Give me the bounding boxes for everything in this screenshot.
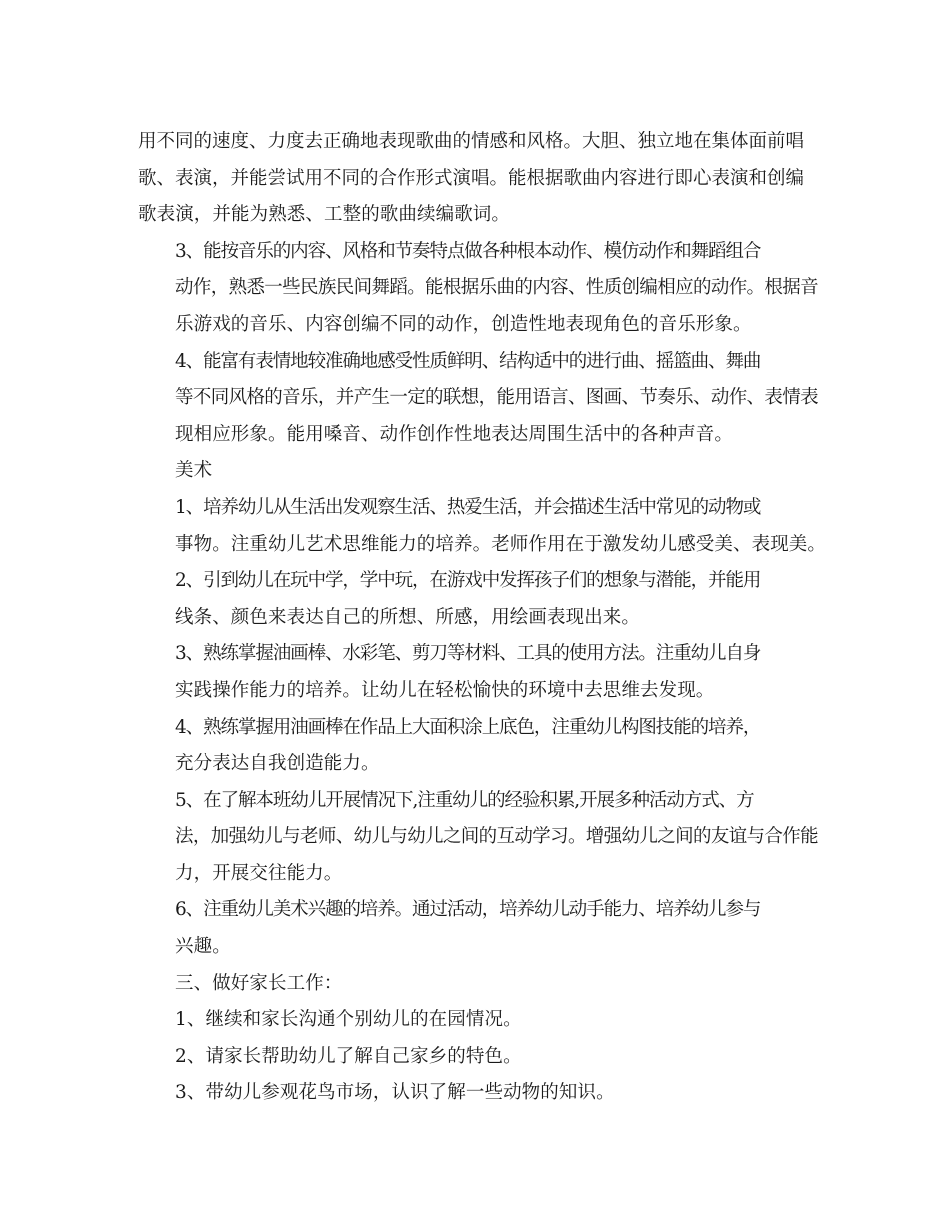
paragraph bbox=[138, 966, 818, 1003]
text-line: 充分表达自我创造能力。 bbox=[175, 753, 380, 775]
text-line: 三、做好家长工作： bbox=[175, 972, 343, 994]
text-line: 实践操作能力的培养。让幼儿在轻松愉快的环境中去思维去发现。 bbox=[175, 679, 715, 701]
paragraph bbox=[138, 1039, 818, 1076]
paragraph bbox=[138, 1002, 818, 1039]
text-line: 等不同风格的音乐，并产生一定的联想，能用语言、图画、节奏乐、动作、表情表 bbox=[175, 387, 818, 409]
text-line: 美术 bbox=[175, 460, 213, 482]
paragraph bbox=[138, 563, 818, 636]
paragraph bbox=[138, 344, 818, 454]
text-line: 线条、颜色来表达自己的所想、所感，用绘画表现出来。 bbox=[175, 606, 641, 628]
text-line: 1、继续和家长沟通个别幼儿的在园情况。 bbox=[175, 1009, 522, 1031]
text-line: 4、能富有表情地较准确地感受性质鲜明、结构适中的进行曲、摇篮曲、舞曲 bbox=[175, 350, 761, 372]
paragraph bbox=[138, 710, 818, 783]
text-line: 2、引到幼儿在玩中学，学中玩，在游戏中发挥孩子们的想象与潜能，并能用 bbox=[175, 570, 761, 592]
paragraph bbox=[138, 636, 818, 709]
paragraph bbox=[138, 124, 818, 234]
text-line: 法，加强幼儿与老师、幼儿与幼儿之间的互动学习。增强幼儿之间的友谊与合作能 bbox=[175, 826, 818, 848]
text-line: 乐游戏的音乐、内容创编不同的动作，创造性地表现角色的音乐形象。 bbox=[175, 313, 752, 335]
text-line: 事物。注重幼儿艺术思维能力的培养。老师作用在于激发幼儿感受美、表现美。 bbox=[175, 533, 827, 555]
text-line: 3、带幼儿参观花鸟市场，认识了解一些动物的知识。 bbox=[175, 1082, 615, 1104]
text-line: 3、能按音乐的内容、风格和节奏特点做各种根本动作、模仿动作和舞蹈组合 bbox=[175, 240, 761, 262]
paragraph bbox=[138, 453, 818, 490]
paragraph bbox=[138, 783, 818, 893]
text-line: 5、在了解本班幼儿开展情况下,注重幼儿的经验积累,开展多种活动方式、方 bbox=[175, 789, 754, 811]
text-line: 力，开展交往能力。 bbox=[175, 862, 343, 884]
document-body bbox=[138, 124, 827, 1112]
text-line: 1、培养幼儿从生活出发观察生活、热爱生活，并会描述生活中常见的动物或 bbox=[175, 496, 761, 518]
text-line: 现相应形象。能用嗓音、动作创作性地表达周围生活中的各种声音。 bbox=[175, 423, 734, 445]
paragraph bbox=[138, 490, 827, 563]
text-line: 兴趣。 bbox=[175, 936, 231, 958]
text-line: 4、熟练掌握用油画棒在作品上大面积涂上底色，注重幼儿构图技能的培养， bbox=[175, 716, 761, 738]
text-line: 3、熟练掌握油画棒、水彩笔、剪刀等材料、工具的使用方法。注重幼儿自身 bbox=[175, 643, 761, 665]
paragraph bbox=[138, 892, 818, 965]
text-line: 动作，熟悉一些民族民间舞蹈。能根据乐曲的内容、性质创编相应的动作。根据音 bbox=[175, 277, 818, 299]
text-line: 歌、表演，并能尝试用不同的合作形式演唱。能根据歌曲内容进行即心表演和创编 bbox=[138, 167, 805, 189]
paragraph bbox=[138, 1075, 818, 1112]
paragraph bbox=[138, 234, 818, 344]
text-line: 6、注重幼儿美术兴趣的培养。通过活动，培养幼儿动手能力、培养幼儿参与 bbox=[175, 899, 761, 921]
text-line: 用不同的速度、力度去正确地表现歌曲的情感和风格。大胆、独立地在集体面前唱 bbox=[138, 131, 805, 152]
text-line: 2、请家长帮助幼儿了解自己家乡的特色。 bbox=[175, 1045, 522, 1067]
text-line: 歌表演，并能为熟悉、工整的歌曲续编歌词。 bbox=[138, 204, 511, 226]
